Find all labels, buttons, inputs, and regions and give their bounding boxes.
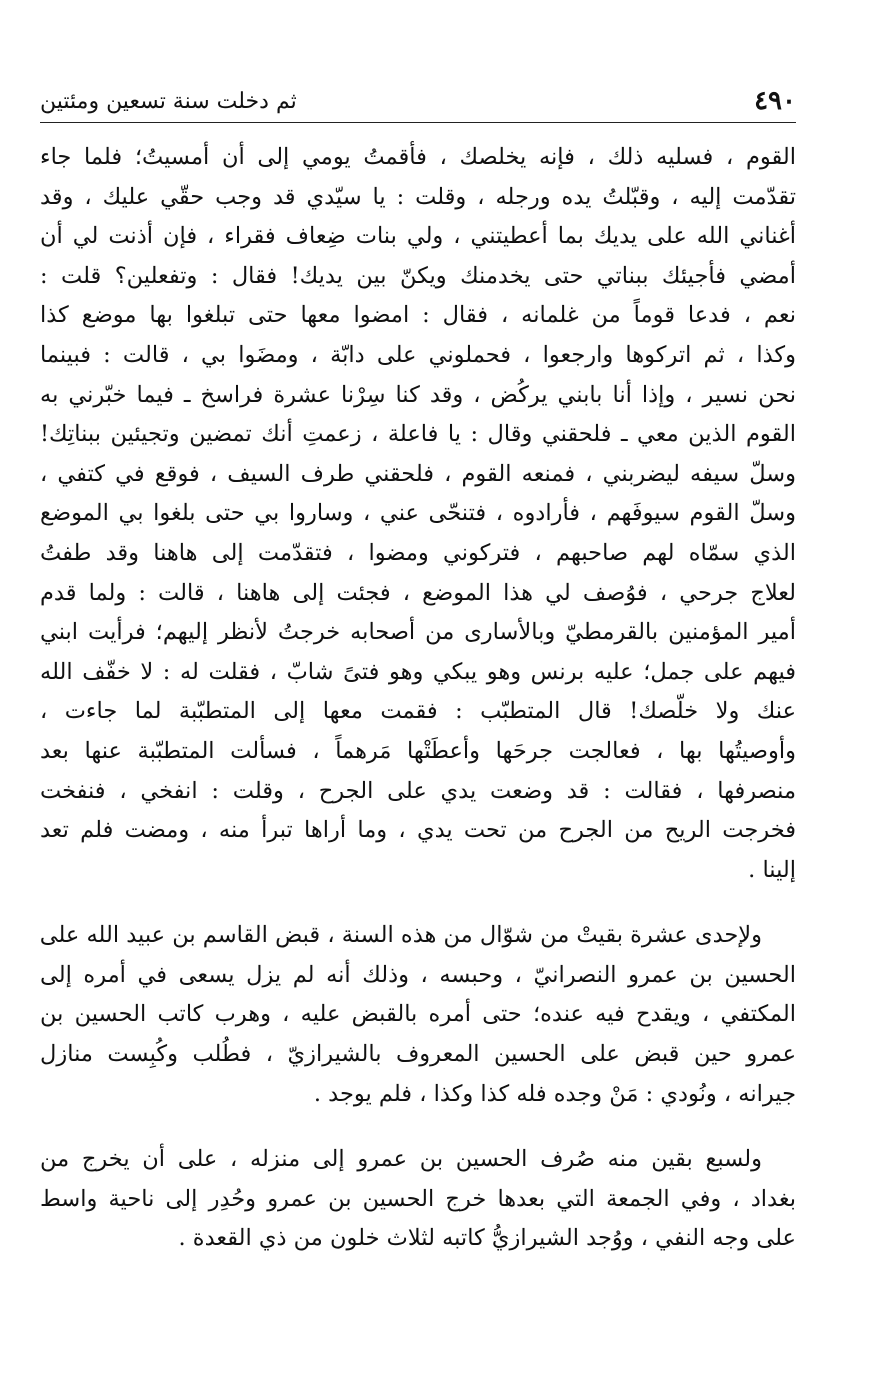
text-line: القوم ، فسليه ذلك ، فإنه يخلصك ، فأقمتُ يومي إلى أن أمسيتُ؛ فلما جاء: [40, 144, 796, 170]
text-line: منصرفها ، فقالت : قد وضعت يدي على الجرح ، وقلت : انفخي ، فنفخت: [40, 777, 796, 804]
page-number: ٤٩٠: [754, 86, 796, 116]
text-line: نعم ، فدعا قوماً من غلمانه ، فقال : امضوا معها حتى تبلغوا بها موضع كذا: [40, 302, 796, 329]
text-line: المكتفي ، ويقدح فيه عنده؛ حتى أمره بالقبض عليه ، وهرب كاتب الحسين بن: [40, 1001, 796, 1028]
chapter-title: ثم دخلت سنة تسعين ومئتين: [40, 89, 297, 114]
text-line: ولإحدى عشرة بقيتْ من شوّال من هذه السنة ، قبض القاسم بن عبيد الله على: [40, 922, 762, 949]
text-line: لعلاج جرحي ، فوُصف لي هذا الموضع ، فجئت إلى هاهنا ، قالت : ولما قدم: [40, 579, 796, 606]
running-header: [40, 82, 796, 123]
text-line: إلينا .: [748, 856, 796, 883]
paragraph-1: [40, 138, 796, 890]
text-line: بغداد ، وفي الجمعة التي بعدها خرج الحسين بن عمرو وحُدِر إلى ناحية واسط: [40, 1185, 796, 1212]
text-line: تقدّمت إليه ، وقبّلتُ يده ورجله ، وقلت : يا سيّدي قد وجب حقّي عليك ، وقد: [40, 183, 796, 210]
text-line: فيهم على جمل؛ عليه برنس وهو يبكي وهو فتىً شابّ ، فقلت له : لا خفّف الله: [40, 658, 796, 685]
text-line: وسلّ القوم سيوفَهم ، فأرادوه ، فتنحّى عني ، وساروا بي حتى بلغوا بي الموضع: [40, 500, 796, 527]
text-line: وأوصيتُها بها ، فعالجت جرحَها وأعطَتْها مَرهماً ، فسألت المتطبّبة عنها بعد: [40, 737, 796, 764]
text-line: الحسين بن عمرو النصرانيّ ، وحبسه ، وذلك أنه لم يزل يسعى في أمره إلى: [40, 961, 796, 988]
text-line: وسلّ سيفه ليضربني ، فمنعه القوم ، فلحقني طرف السيف ، فوقع في كتفي ،: [40, 460, 796, 487]
paragraph-3: [40, 1140, 796, 1259]
text-line: جيرانه ، ونُودي : مَنْ وجده فله كذا وكذا ، فلم يوجد .: [313, 1080, 796, 1107]
body-text: [40, 138, 796, 1259]
text-line: ولسبع بقين منه صُرف الحسين بن عمرو إلى منزله ، على أن يخرج من: [40, 1146, 762, 1173]
text-line: القوم الذين معي ـ فلحقني وقال : يا فاعلة ، زعمتِ أنك تمضين وتجيئين ببناتِك!: [40, 421, 796, 448]
text-line: فخرجت الريح من الجرح من تحت يدي ، وما أراها تبرأ منه ، ومضت فلم تعد: [40, 817, 796, 844]
text-line: أمضي فأجيئك ببناتي حتى يخدمنك ويكنّ بين يديك! فقال : وتفعلين؟ قلت :: [40, 262, 796, 289]
text-line: أغناني الله على يديك بما أعطيتني ، ولي بنات ضِعاف فقراء ، فإن أذنت لي أن: [40, 223, 796, 250]
text-line: على وجه النفي ، ووُجد الشيرازيُّ كاتبه لثلاث خلون من ذي القعدة .: [178, 1225, 796, 1252]
paragraph-2: [40, 916, 796, 1114]
text-line: وكذا ، ثم اتركوها وارجعوا ، فحملوني على دابّة ، ومضَوا بي ، قالت : فبينما: [40, 341, 796, 368]
text-line: نحن نسير ، وإذا أنا بابني يركُض ، وقد كنا سِرْنا عشرة فراسخ ـ فيما خبّرني به: [40, 381, 796, 408]
text-line: عنك ولا خلّصك! قال المتطبّب : فقمت معها إلى المتطبّبة لما جاءت ،: [40, 698, 796, 725]
text-line: عمرو حين قبض على الحسين المعروف بالشيرازيّ ، فطُلب وكُبِست منازل: [40, 1041, 796, 1068]
text-line: الذي سمّاه لهم صاحبهم ، فتركوني ومضوا ، فتقدّمت إلى هاهنا وقد طفتُ: [40, 539, 796, 566]
text-line: أمير المؤمنين بالقرمطيّ وبالأسارى من أصحابه خرجتُ لأنظر إليهم؛ فرأيت ابني: [40, 619, 796, 646]
